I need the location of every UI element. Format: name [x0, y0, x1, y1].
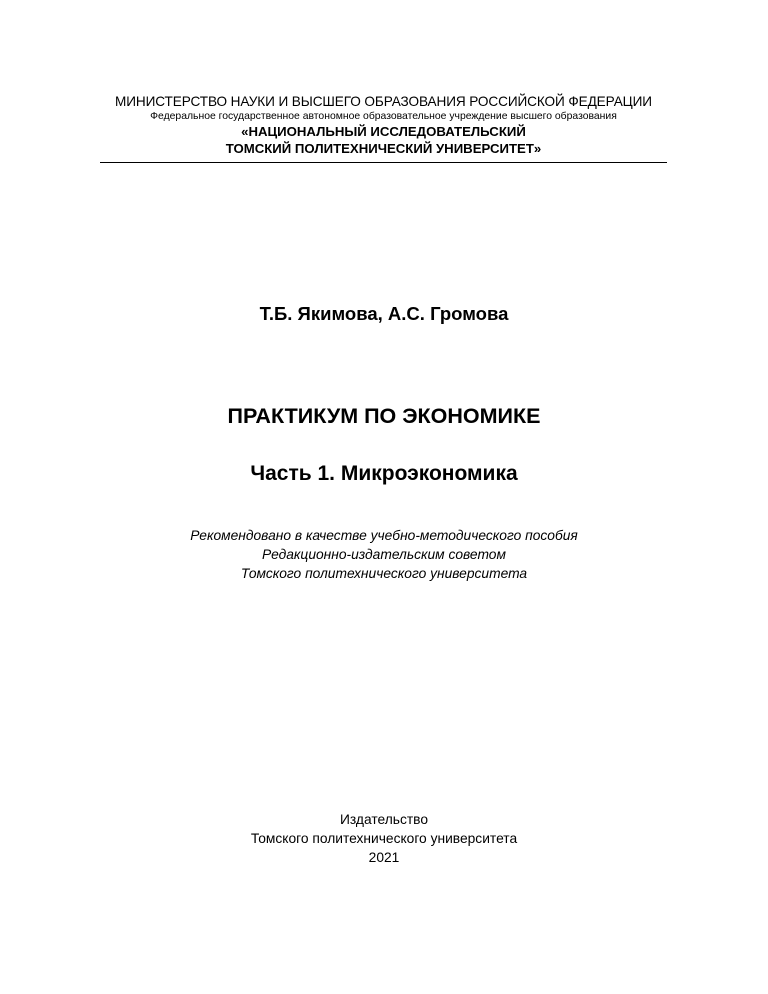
header-divider	[100, 162, 667, 163]
university-name-line-2: ТОМСКИЙ ПОЛИТЕХНИЧЕСКИЙ УНИВЕРСИТЕТ»	[225, 141, 542, 156]
publication-year: 2021	[368, 850, 400, 865]
institution-type: Федеральное государственное автономное образовательное учреждение высшего образования	[150, 111, 617, 122]
publisher-label: Издательство	[339, 812, 429, 827]
recommendation-line-2: Редакционно-издательским советом	[262, 547, 506, 562]
publisher-name: Томского политехнического университета	[250, 831, 518, 846]
recommendation-line-3: Томского политехнического университета	[240, 566, 528, 581]
ministry-name: МИНИСТЕРСТВО НАУКИ И ВЫСШЕГО ОБРАЗОВАНИЯ РОССИЙСКОЙ ФЕДЕРАЦИИ	[115, 94, 652, 109]
publisher-block	[0, 810, 768, 867]
recommendation-line-1: Рекомендовано в качестве учебно-методического пособия	[190, 528, 578, 543]
university-name-line-1: «НАЦИОНАЛЬНЫЙ ИССЛЕДОВАТЕЛЬСКИЙ	[241, 124, 526, 139]
institution-header	[100, 93, 667, 157]
authors: Т.Б. Якимова, А.С. Громова	[259, 303, 509, 324]
recommendation-note	[0, 526, 768, 583]
book-subtitle: Часть 1. Микроэкономика	[250, 462, 518, 485]
book-title: ПРАКТИКУМ ПО ЭКОНОМИКЕ	[227, 404, 541, 428]
